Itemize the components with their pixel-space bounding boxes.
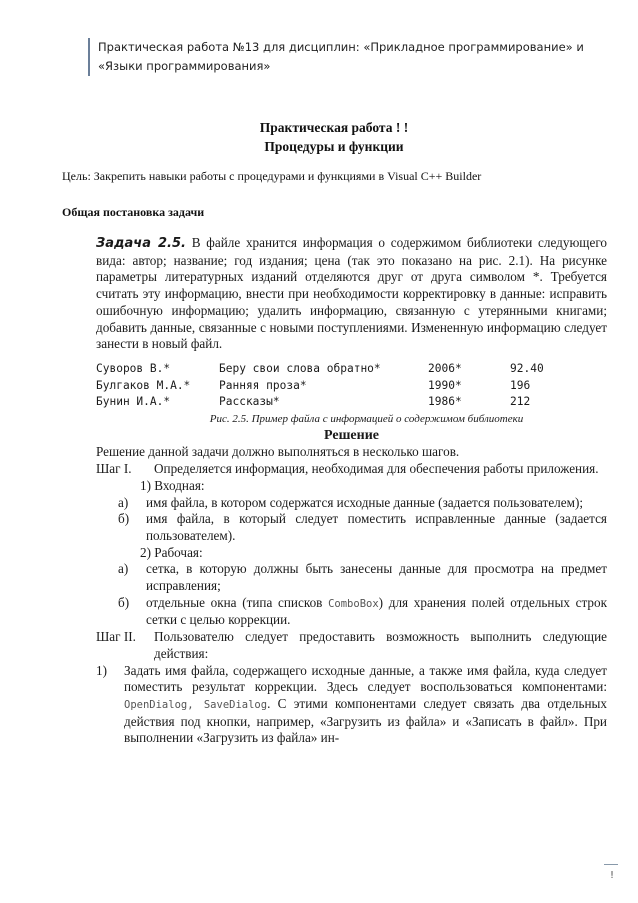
text-fragment: отдельные окна (типа списков: [146, 594, 329, 610]
item-label: 1): [96, 662, 107, 678]
book-price: 92.40: [510, 361, 544, 375]
item-text: имя файла, в котором содержатся исходные данные (задается пользователем);: [146, 494, 584, 510]
header-line-1: Практическая работа №13 для дисциплин: «Прикладное программирование» и: [98, 40, 584, 54]
item-label: б): [118, 594, 130, 610]
task-label: Задача 2.5.: [96, 236, 186, 251]
book-author: Суворов В.*: [96, 361, 171, 375]
list-item: [118, 561, 607, 594]
list-item: [118, 595, 607, 629]
item-text: имя файла, в который следует поместить исправленные данные (задается пользователем).: [146, 511, 607, 543]
task-paragraph: [96, 235, 607, 353]
table-row: [96, 361, 544, 378]
code-dialogs: OpenDialog, SaveDialog: [124, 698, 268, 711]
book-author: Булгаков М.А.*: [96, 378, 191, 392]
step-text: Пользователю следует предоставить возможность выполнить следующие действия:: [154, 629, 607, 661]
list-item: [118, 495, 607, 512]
text-fragment: Задать имя файла, содержащего исходные данные, а также имя файла, куда следует поместить результат коррекции. Здесь следует воспользоваться компонентами:: [124, 662, 607, 695]
code-combobox: ComboBox: [328, 597, 379, 610]
document-title: Практическая работа ! !: [259, 120, 409, 135]
book-title: Ранняя проза*: [219, 378, 307, 392]
book-price: 212: [510, 395, 531, 409]
text-fragment: . С этими компонентами следует связать два отдельных действия под кнопки, например, «Загрузить из файла» и «Записать в файл». При выполнении «Загрузить из файла» ин-: [124, 695, 607, 746]
goal-text: Цель: Закрепить навыки работы с процедурами и функциями в Visual C++ Builder: [62, 169, 482, 183]
list-item: [96, 663, 607, 748]
table-row: [96, 378, 544, 395]
step-text: Определяется информация, необходимая для обеспечения работы приложения.: [154, 461, 599, 477]
step-label: Шаг I.: [96, 461, 132, 477]
item-label: а): [118, 561, 129, 577]
item-label: б): [118, 511, 130, 527]
work-label: 2) Рабочая:: [140, 544, 203, 560]
item-text: сетка, в которую должны быть занесены данные для просмотра на предмет исправления;: [146, 561, 607, 594]
figure-caption: Рис. 2.5. Пример файла с информацией о содержимом библиотеки: [209, 413, 524, 426]
scanned-task-excerpt: [96, 235, 607, 747]
list-item: [118, 511, 607, 544]
document-subtitle: Процедуры и функции: [264, 139, 404, 154]
book-author: Бунин И.А.*: [96, 395, 171, 409]
book-price: 196: [510, 378, 531, 392]
book-year: 2006*: [428, 361, 462, 375]
step-1: [96, 461, 607, 478]
footer-divider: [604, 864, 618, 865]
page-number: !: [610, 870, 615, 881]
item-text: [146, 595, 607, 629]
table-row: [96, 394, 544, 411]
book-year: 1986*: [428, 395, 462, 409]
solution-intro: Решение данной задачи должно выполняться в несколько шагов.: [96, 444, 460, 460]
library-table: [96, 361, 544, 411]
item-label: а): [118, 494, 129, 510]
section-heading: Общая постановка задачи: [62, 205, 205, 219]
header-line-2: «Языки программирования»: [98, 59, 271, 73]
input-label: 1) Входная:: [140, 477, 205, 493]
step-1-items: [118, 478, 607, 629]
text-fragment: ) для хранения полей отдельных строк сетки с целью коррекции.: [146, 594, 607, 628]
page-header: [88, 38, 618, 76]
solution-heading: Решение: [324, 427, 379, 443]
step-label: Шаг II.: [96, 629, 136, 645]
book-title: Рассказы*: [219, 395, 280, 409]
book-title: Беру свои слова обратно*: [219, 361, 381, 375]
task-text: В файле хранится информация о содержимом библиотеки следующего вида: автор; название; год издания; цена (так это показано на рис. 2.1). На рисунке параметры литературных изданий отделяются друг от друга символом *. Требуется считать эту информацию, внести при необходимости корректировку в данные: исправить ошибочную информацию; удалить информацию, связанную с утерянными книгами; добавить данные, связанные с новыми поступлениями. Измененную информацию следует занести в новый файл.: [96, 235, 607, 352]
book-year: 1990*: [428, 378, 462, 392]
item-text: [124, 663, 607, 748]
step-2: [96, 629, 607, 662]
